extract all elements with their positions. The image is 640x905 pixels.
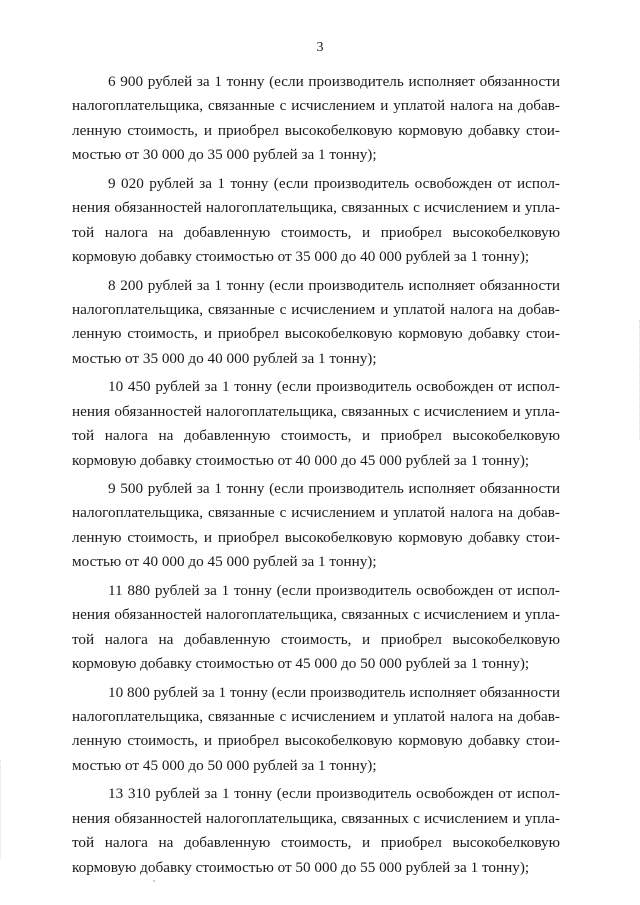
text-line: 9 020 рублей за 1 тонну (если производитель освобожден от испол- <box>108 174 560 192</box>
text-line: налогоплательщика, связанные с исчислением и уплатой налога на добав- <box>72 707 560 725</box>
paragraph-subsidy-rate <box>72 782 560 880</box>
paragraph-subsidy-rate <box>72 172 560 270</box>
text-line: ленную стоимость, и приобрел высокобелковую кормовую добавку стои- <box>72 732 560 750</box>
text-line: мостью от 35 000 до 40 000 рублей за 1 тонну); <box>72 349 377 367</box>
page-number: 3 <box>316 40 324 55</box>
paragraph-subsidy-rate <box>72 70 560 168</box>
text-line: нения обязанностей налогоплательщика, связанных с исчислением и упла- <box>72 606 560 624</box>
text-line: той налога на добавленную стоимость, и приобрел высокобелковую <box>72 223 560 241</box>
text-line: той налога на добавленную стоимость, и приобрел высокобелковую <box>72 427 560 445</box>
text-line: мостью от 30 000 до 35 000 рублей за 1 тонну); <box>72 146 377 164</box>
text-line: 9 500 рублей за 1 тонну (если производитель исполняет обязанности <box>108 480 560 497</box>
paragraph-subsidy-rate <box>72 579 560 677</box>
scan-edge-mark <box>0 760 2 860</box>
paragraph-subsidy-rate <box>72 681 560 779</box>
text-line: 13 310 рублей за 1 тонну (если производитель освобожден от испол- <box>108 785 560 803</box>
text-line: 8 200 рублей за 1 тонну (если производитель исполняет обязанности <box>108 276 560 294</box>
text-line: налогоплательщика, связанные с исчислением и уплатой налога на добав- <box>72 97 560 115</box>
text-line: 10 800 рублей за 1 тонну (если производитель исполняет обязанности <box>108 683 560 701</box>
scan-speck <box>153 880 155 882</box>
text-line: ленную стоимость, и приобрел высокобелковую кормовую добавку стои- <box>72 121 560 139</box>
text-line: 10 450 рублей за 1 тонну (если производитель освобожден от испол- <box>108 378 560 396</box>
text-line: кормовую добавку стоимостью от 50 000 до 55 000 рублей за 1 тонну); <box>72 858 530 876</box>
text-line: ленную стоимость, и приобрел высокобелковую кормовую добавку стои- <box>72 325 560 343</box>
document-body <box>72 70 560 884</box>
paragraph-subsidy-rate <box>72 274 560 372</box>
text-line: той налога на добавленную стоимость, и приобрел высокобелковую <box>72 630 560 648</box>
text-line: нения обязанностей налогоплательщика, связанных с исчислением и упла- <box>72 199 560 217</box>
paragraph-subsidy-rate <box>72 477 560 575</box>
text-line: налогоплательщика, связанные с исчислением и уплатой налога на добав- <box>72 300 560 318</box>
text-line: мостью от 40 000 до 45 000 рублей за 1 тонну); <box>72 553 377 571</box>
text-line: кормовую добавку стоимостью от 35 000 до 40 000 рублей за 1 тонну); <box>72 248 530 266</box>
text-line: кормовую добавку стоимостью от 45 000 до 50 000 рублей за 1 тонну); <box>72 655 530 673</box>
text-line: ленную стоимость, и приобрел высокобелковую кормовую добавку стои- <box>72 528 560 546</box>
text-line: нения обязанностей налогоплательщика, связанных с исчислением и упла- <box>72 809 560 827</box>
text-line: 6 900 рублей за 1 тонну (если производитель исполняет обязанности <box>108 73 560 90</box>
text-line: той налога на добавленную стоимость, и приобрел высокобелковую <box>72 834 560 852</box>
paragraph-subsidy-rate <box>72 375 560 473</box>
text-line: 11 880 рублей за 1 тонну (если производитель освобожден от испол- <box>108 581 560 599</box>
text-line: кормовую добавку стоимостью от 40 000 до 45 000 рублей за 1 тонну); <box>72 451 530 469</box>
text-line: нения обязанностей налогоплательщика, связанных с исчислением и упла- <box>72 402 560 420</box>
text-line: мостью от 45 000 до 50 000 рублей за 1 тонну); <box>72 756 377 774</box>
text-line: налогоплательщика, связанные с исчислением и уплатой налога на добав- <box>72 504 560 522</box>
